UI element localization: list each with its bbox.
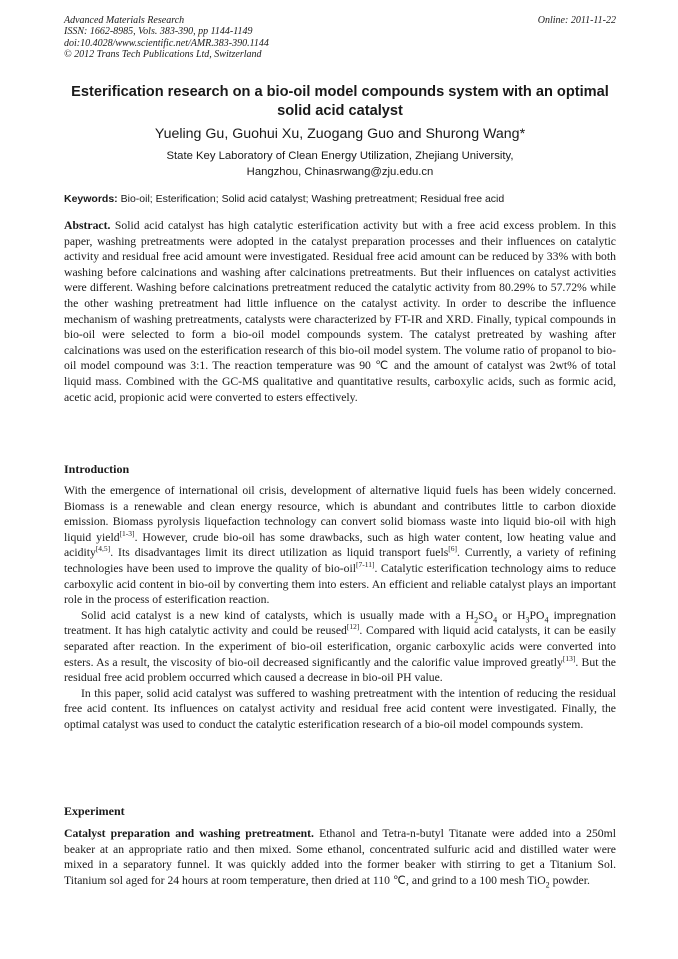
intro-p1-text-5: . Catalytic esterification technology aims to reduce carboxylic acid content in bio-oil by converting them into esters. An efficient and reliable catalyst plays an important role in the process of esterification reaction.: [64, 561, 616, 607]
paper-title: Esterification research on a bio-oil model compounds system with an optimal solid acid catalyst: [71, 84, 609, 119]
keywords-text: Bio-oil; Esterification; Solid acid catalyst; Washing pretreatment; Residual free acid: [120, 193, 505, 205]
subscript: 2: [545, 880, 550, 890]
subscript: 4: [544, 615, 549, 625]
intro-p1-text-2: . However, crude bio-oil has some drawbacks, such as high water content, low heating value and acidity: [64, 530, 616, 560]
citation-ref: [6]: [448, 544, 457, 554]
intro-paragraph-1: [64, 483, 616, 608]
online-date: Online: 2011-11-22: [537, 15, 616, 26]
intro-p1-text-1: With the emergence of international oil crisis, development of alternative liquid fuels has been widely concerned. Biomass is a renewable and clean energy resource, which is abundant and contributes little to carbon dioxide emission. Biomass pyrolysis liquefaction technology can convert solid biomass waste into liquid bio-oil with high liquid yield: [64, 484, 616, 544]
intro-p2-text-4: PO: [529, 608, 545, 622]
affiliation-line-2: Hangzhou, Chinasrwang@zju.edu.cn: [246, 165, 434, 178]
intro-p2-text-5: impregnation treatment. It has high catalytic activity and could be reused: [64, 608, 616, 638]
intro-p2-text-2: SO: [478, 608, 494, 622]
keywords-label: Keywords:: [64, 193, 118, 205]
copyright-line: © 2012 Trans Tech Publications Ltd, Switzerland: [64, 48, 262, 60]
subscript: 4: [493, 615, 498, 625]
doi-line: doi:10.4028/www.scientific.net/AMR.383-390.1144: [64, 37, 269, 49]
journal-header: [64, 15, 616, 60]
citation-ref: [7-11]: [356, 560, 375, 570]
experiment-subheading: Catalyst preparation and washing pretreatment.: [64, 827, 314, 840]
citation-ref: [13]: [562, 653, 576, 663]
citation-ref: [1-3]: [119, 528, 135, 538]
subscript: 3: [525, 615, 530, 625]
issn-line: ISSN: 1662-8985, Vols. 383-390, pp 1144-1149: [64, 26, 253, 38]
experiment-text-2: powder.: [549, 873, 590, 887]
intro-p2-text-7: . But the residual free acid problem occurred which caused a decrease in bio-oil PH value.: [64, 655, 616, 685]
abstract-label: Abstract.: [64, 219, 111, 232]
introduction-heading: Introduction: [64, 462, 130, 476]
experiment-heading: Experiment: [64, 804, 125, 818]
affiliation-line-1: State Key Laboratory of Clean Energy Utilization, Zhejiang University,: [166, 150, 514, 162]
intro-paragraph-2: [64, 608, 616, 686]
experiment-text-1: Ethanol and Tetra-n-butyl Titanate were added into a 250ml beaker at an appropriate ratio and then mixed. Some ethanol, concentrated sulfuric acid and distilled water were mixed in a separatory funnel. It was quickly added into the former beaker with stirring to get a Titanium Sol. Titanium sol aged for 24 hours at room temperature, then dried at 110 ℃, and grind to a 100 mesh TiO: [64, 827, 616, 887]
intro-p1-text-3: . Its disadvantages limit its direct utilization as liquid transport fuels: [110, 546, 449, 560]
introduction-body: [64, 483, 616, 733]
journal-name: Advanced Materials Research: [64, 15, 185, 26]
keywords: [64, 193, 624, 206]
intro-p1-text-4: . Currently, a variety of refining technologies have been used to improve the quality of bio-oil: [64, 546, 616, 575]
citation-ref: [4,5]: [95, 544, 111, 554]
abstract: [64, 218, 616, 405]
experiment-body: [64, 826, 616, 888]
intro-p2-text-3: or H: [497, 608, 526, 622]
affiliation: [64, 149, 616, 180]
intro-p2-text-6: . Compared with liquid acid catalysts, it can be easily separated after reaction. In the experiment of bio-oil esterification, organic carboxylic acids were converted into esters. As a result, the viscosity of bio-oil decreased significantly and the calorific value improved greatly: [64, 624, 617, 669]
experiment-paragraph-1: [64, 826, 616, 888]
abstract-text: Solid acid catalyst has high catalytic esterification activity but with a free acid excess problem. In this paper, washing pretreatments were adopted in the catalyst preparation processes and their influences on catalytic activity and residual free acid amount were investigated. Residual free acid amount can be reduced by 33% with both washing before calcinations and washing after calcinations pretreatments. But their influences on catalyst activities were different. Washing before calcinations pretreatment reduced the catalytic activity from 80.29% to 57.72% while the other washing pretreatment had little influence on the catalyst activity. In order to describe the influence mechanism of washing pretreatments, catalysts were characterized by FT-IR and XRD. Finally, typical compounds in bio-oil were selected to form a bio-oil model compounds system. The catalyst pretreated by washing after calcinations was used on the esterification research of this bio-oil model system. The volume ratio of propanol to bio-oil model compound was 3:1. The reaction temperature was 90 ℃ and the amount of catalyst was 2wt% of total liquid mass. Combined with the GC-MS qualitative and quantitative results, carboxylic acids, such as formic acid, acetic acid, propionic acid were converted to esters effectively.: [64, 219, 616, 404]
subscript: 2: [474, 615, 479, 625]
author-list: Yueling Gu, Guohui Xu, Zuogang Guo and Shurong Wang*: [154, 126, 526, 142]
intro-p2-text-1: Solid acid catalyst is a new kind of catalysts, which is usually made with a H: [81, 608, 475, 622]
intro-paragraph-3: In this paper, solid acid catalyst was suffered to washing pretreatment with the intention of reducing the residual free acid content. Its influences on catalyst activity and residual free acid content were investigated. Finally, the optimal catalyst was used to conduct the catalytic esterification research of a bio-oil model compounds system.: [64, 686, 616, 731]
citation-ref: [12]: [346, 622, 360, 632]
